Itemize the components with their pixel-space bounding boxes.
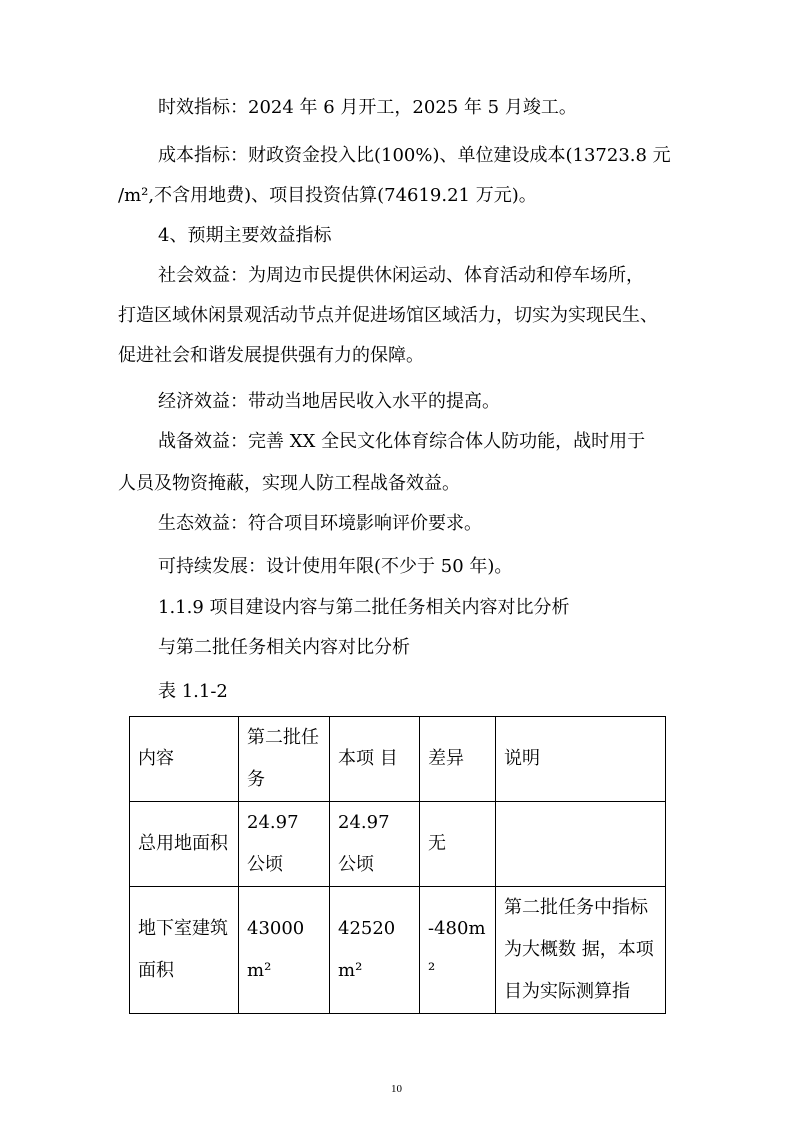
table-cell: -480m² — [420, 887, 496, 1014]
paragraph-cost-indicator: 成本指标：财政资金投入比(100%)、单位建设成本(13723.8 元 — [158, 145, 671, 166]
comparison-table — [129, 716, 666, 1014]
paragraph-sustainability: 可持续发展：设计使用年限(不少于 50 年)。 — [158, 556, 513, 577]
table-caption: 表 1.1-2 — [158, 681, 228, 702]
paragraph-cost-indicator-cont: /m²,不含用地费)、项目投资估算(74619.21 万元)。 — [118, 185, 537, 206]
table-cell — [496, 802, 666, 887]
table-cell: 第二批任务中指标为大概数 据，本项目为实际测算指 — [496, 887, 666, 1014]
section-heading-comparison: 1.1.9 项目建设内容与第二批任务相关内容对比分析 — [158, 597, 570, 618]
paragraph-readiness-benefit-cont: 人员及物资掩蔽，实现人防工程战备效益。 — [118, 473, 460, 494]
table-row — [130, 802, 666, 887]
paragraph-comparison-subtitle: 与第二批任务相关内容对比分析 — [158, 637, 410, 658]
section-heading-benefits: 4、预期主要效益指标 — [158, 225, 332, 246]
table-cell: 地下室建筑面积 — [130, 887, 239, 1014]
page-number: 10 — [391, 1083, 402, 1095]
header-cell-this-project: 本项 目 — [330, 717, 420, 802]
paragraph-readiness-benefit: 战备效益：完善 XX 全民文化体育综合体人防功能，战时用于 — [158, 431, 646, 452]
table-cell: 42520m² — [330, 887, 420, 1014]
table-cell: 43000m² — [239, 887, 330, 1014]
table-header-row — [130, 717, 666, 802]
header-cell-content: 内容 — [130, 717, 239, 802]
table-cell: 24.97 公顷 — [239, 802, 330, 887]
table-row — [130, 887, 666, 1014]
table-cell: 无 — [420, 802, 496, 887]
header-cell-notes: 说明 — [496, 717, 666, 802]
paragraph-ecological-benefit: 生态效益：符合项目环境影响评价要求。 — [158, 513, 482, 534]
table-cell: 24.97 公顷 — [330, 802, 420, 887]
paragraph-social-benefit: 社会效益：为周边市民提供休闲运动、体育活动和停车场所， — [158, 265, 644, 286]
header-cell-difference: 差异 — [420, 717, 496, 802]
paragraph-social-benefit-cont1: 打造区域休闲景观活动节点并促进场馆区域活力，切实为实现民生、 — [118, 305, 658, 326]
table-cell: 总用地面积 — [130, 802, 239, 887]
header-cell-second-batch: 第二批任务 — [239, 717, 330, 802]
paragraph-social-benefit-cont2: 促进社会和谐发展提供强有力的保障。 — [118, 345, 424, 366]
paragraph-economic-benefit: 经济效益：带动当地居民收入水平的提高。 — [158, 391, 500, 412]
paragraph-timing-indicator: 时效指标：2024 年 6 月开工，2025 年 5 月竣工。 — [158, 97, 577, 118]
